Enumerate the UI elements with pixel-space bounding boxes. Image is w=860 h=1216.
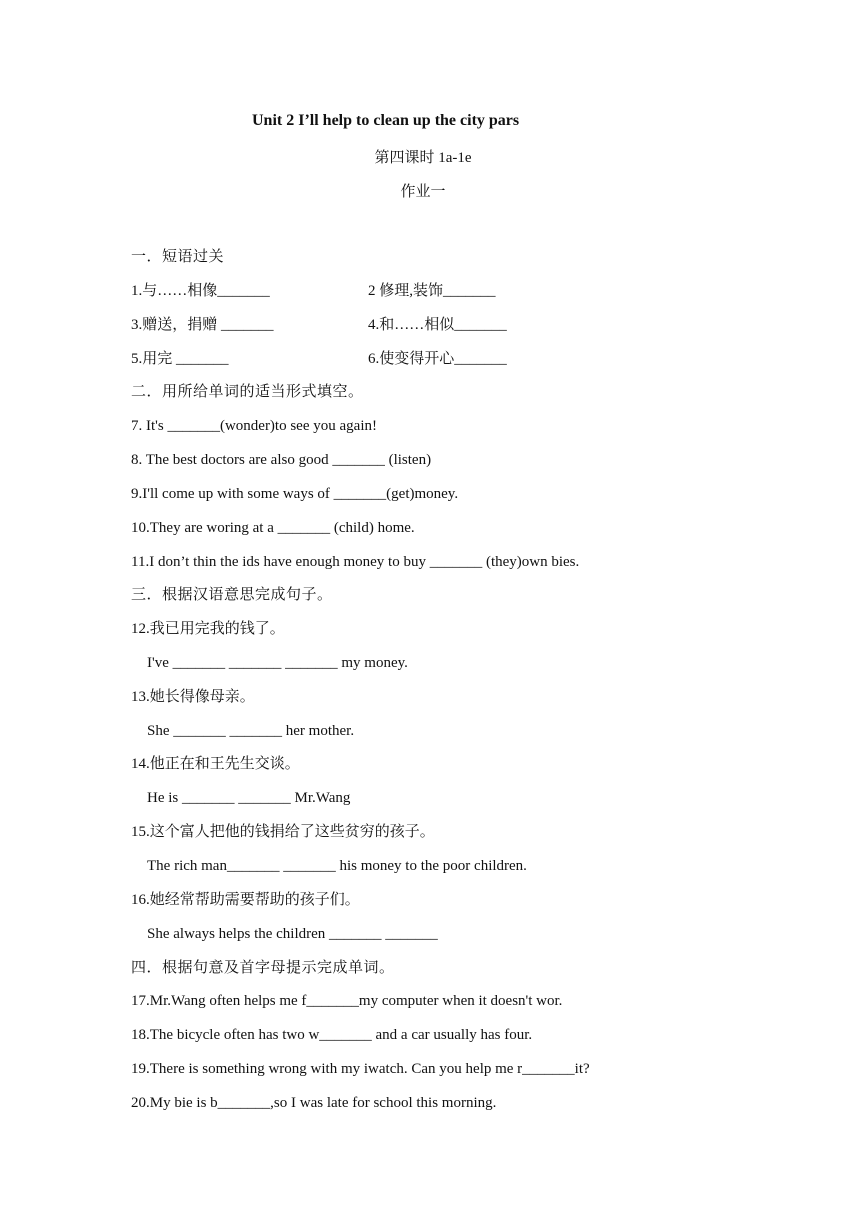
question-18: 18.The bicycle often has two w_______ and a car usually has four.: [131, 1027, 533, 1043]
phrase-item-4: 4.和……相似_______: [368, 317, 507, 333]
question-10: 10.They are woring at a _______ (child) home.: [131, 520, 415, 536]
question-12-chinese: 12.我已用完我的钱了。: [131, 621, 285, 637]
question-12-english: I've _______ _______ _______ my money.: [147, 655, 408, 671]
question-17: 17.Mr.Wang often helps me f_______my computer when it doesn't wor.: [131, 993, 563, 1009]
question-13-english: She _______ _______ her mother.: [147, 723, 355, 739]
phrase-item-6: 6.使变得开心_______: [368, 351, 507, 367]
question-16-chinese: 16.她经常帮助需要帮助的孩子们。: [131, 892, 360, 908]
lesson-subtitle: 第四课时 1a-1e: [374, 150, 472, 166]
phrase-item-2: 2 修理,装饰_______: [368, 283, 496, 299]
phrase-item-1: 1.与……相像_______: [131, 283, 270, 299]
question-20: 20.My bie is b_______,so I was late for school this morning.: [131, 1095, 497, 1111]
question-15-chinese: 15.这个富人把他的钱捐给了这些贫穷的孩子。: [131, 824, 435, 840]
section-heading-initials: 四．根据句意及首字母提示完成单词。: [131, 960, 395, 976]
section-heading-word-forms: 二．用所给单词的适当形式填空。: [131, 384, 364, 400]
phrase-item-3: 3.赠送，捐赠 _______: [131, 317, 274, 333]
question-16-english: She always helps the children _______ _______: [147, 926, 438, 942]
question-8: 8. The best doctors are also good _______ (listen): [131, 452, 432, 468]
phrase-item-5: 5.用完 _______: [131, 351, 229, 367]
homework-label: 作业一: [400, 184, 446, 200]
question-9: 9.I'll come up with some ways of _______(get)money.: [131, 486, 459, 502]
question-14-chinese: 14.他正在和王先生交谈。: [131, 756, 300, 772]
section-heading-phrases: 一．短语过关: [131, 249, 225, 265]
section-heading-translate: 三．根据汉语意思完成句子。: [131, 587, 333, 603]
question-11: 11.I don’t thin the ids have enough money to buy _______ (they)own bies.: [131, 554, 580, 570]
question-14-english: He is _______ _______ Mr.Wang: [147, 790, 351, 806]
question-7: 7. It's _______(wonder)to see you again!: [131, 418, 377, 434]
question-19: 19.There is something wrong with my iwatch. Can you help me r_______it?: [131, 1061, 590, 1077]
question-13-chinese: 13.她长得像母亲。: [131, 689, 255, 705]
question-15-english: The rich man_______ _______ his money to the poor children.: [147, 858, 527, 874]
page-title: Unit 2 I’ll help to clean up the city pars: [252, 112, 520, 129]
